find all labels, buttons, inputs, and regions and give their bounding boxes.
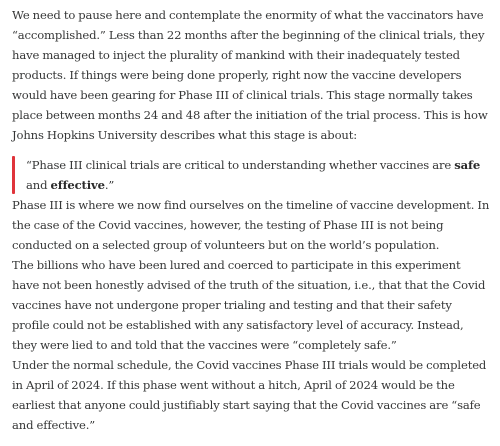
paragraph-vaccinators-accomplished: We need to pause here and contemplate the enormity of what the vaccinators have “accomplished.” Less than 22 months after the beginning of the clinical trials, they have managed to inject the plurality of mankind with their inadequately tested products. If things were being done properly, right now the vaccine developers would have been gearing for Phase III of clinical trials. This stage normally takes place between months 24 and 48 after the initiation of the trial process. This is how Johns Hopkins University describes what this stage is about: (12, 8, 488, 142)
quote-bold-safe: safe (454, 158, 481, 172)
paragraph-billions-lured: The billions who have been lured and coerced to participate in this experiment have not been honestly advised of the truth of the situation, i.e., that that the Covid vaccines have not undergone proper trialing and testing and that their safety profile could not be established with any satisfactory level of accuracy. Instead, they were lied to and told that the vaccines were “completely safe.” (12, 258, 486, 352)
blockquote-bar (12, 156, 15, 194)
paragraph-phase-three: Phase III is where we now find ourselves on the timeline of vaccine development. In the case of the Covid vaccines, however, the testing of Phase III is not being conducted on a selected group of volunteers but on the world’s population. (12, 198, 490, 252)
quote-text-before: “Phase III clinical trials are critical to understanding whether vaccines are (26, 158, 455, 172)
blockquote-johns-hopkins (12, 155, 490, 195)
paragraph-normal-schedule: Under the normal schedule, the Covid vaccines Phase III trials would be completed in April of 2024. If this phase went without a hitch, April of 2024 would be the earliest that anyone could justifiably start saying that the Covid vaccines are “safe and effective.” (12, 358, 487, 432)
quote-bold-effective: effective (50, 178, 105, 192)
quote-text-middle: and (26, 178, 51, 192)
article-body (12, 5, 490, 435)
quote-text-after: .” (104, 178, 115, 192)
blockquote-text (26, 155, 490, 195)
